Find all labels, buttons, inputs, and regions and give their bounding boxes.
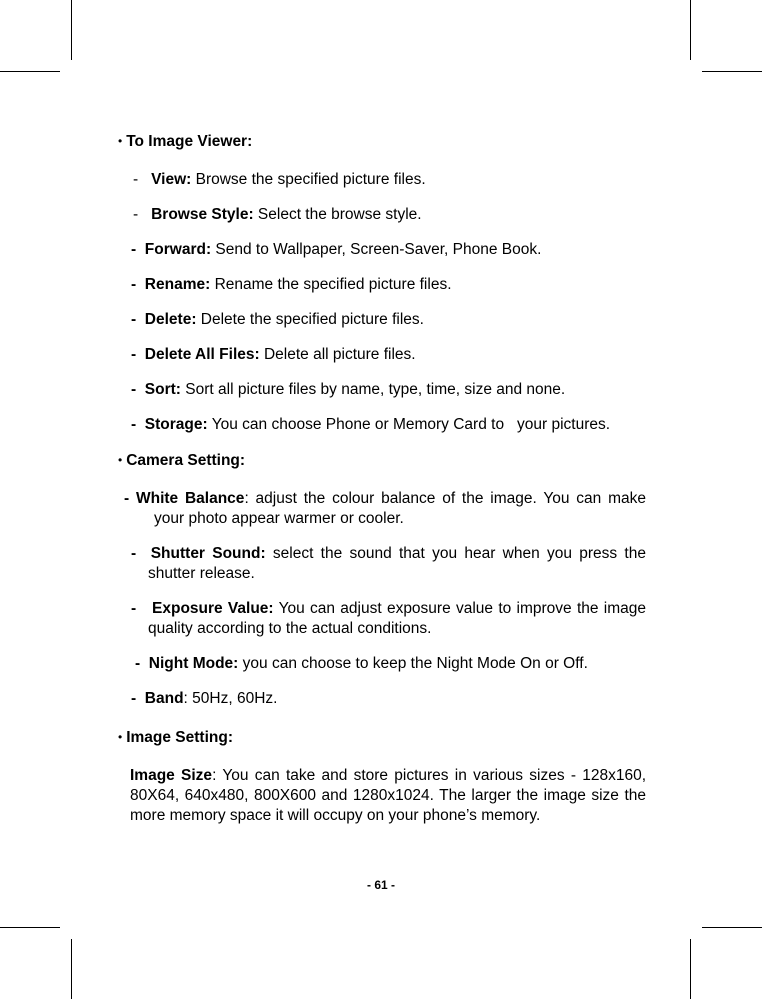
item-label: Delete All Files:: [144, 346, 260, 363]
list-item-exposure-value: - Exposure Value: You can adjust exposure value to improve the image quality according to the actual conditions.: [131, 600, 646, 637]
bullet-icon: •: [118, 730, 123, 744]
list-item-delete-all-files: - Delete All Files: Delete all picture files.: [131, 346, 416, 363]
item-label: Delete:: [144, 311, 197, 328]
crop-mark-bottom-left-vertical: [71, 939, 72, 999]
page-number: - 61 -: [366, 878, 395, 892]
item-text: Rename the specified picture files.: [210, 276, 452, 293]
crop-mark-bottom-left-horizontal: [0, 927, 60, 928]
crop-mark-top-left-horizontal: [0, 71, 60, 72]
item-label: View:: [151, 171, 192, 188]
item-label: Browse Style:: [151, 206, 254, 223]
list-item-view: - View: Browse the specified picture files.: [133, 171, 426, 188]
item-text: : adjust the colour balance of the image. You can make your photo appear warmer or cooler.: [154, 490, 646, 527]
page-content: [118, 131, 646, 826]
section-heading-image-viewer: [118, 131, 646, 152]
item-text: : 50Hz, 60Hz.: [183, 690, 278, 707]
item-text: Delete all picture files.: [259, 346, 416, 363]
item-text: You can adjust exposure value to improve the image quality according to the actual conditions.: [148, 600, 646, 637]
item-label: Storage:: [144, 416, 208, 433]
crop-mark-bottom-right-vertical: [690, 939, 691, 999]
section-title: Image Setting:: [126, 729, 233, 746]
item-label: Rename:: [144, 276, 211, 293]
list-item-rename: - Rename: Rename the specified picture files.: [131, 276, 452, 293]
item-label: White Balance: [135, 490, 245, 507]
item-text: You can choose Phone or Memory Card to your pictures.: [207, 416, 611, 433]
item-label: Night Mode:: [148, 655, 239, 672]
item-label: Image Size: [130, 767, 213, 784]
item-text: Send to Wallpaper, Screen-Saver, Phone Book.: [211, 241, 542, 258]
list-item-night-mode: - Night Mode: you can choose to keep the Night Mode On or Off.: [135, 655, 588, 672]
item-text: : You can take and store pictures in various sizes - 128x160, 80X64, 640x480, 800X600 and 1280x1024. The larger the image size the more memory space it will occupy on your phone’s memory.: [130, 767, 647, 824]
list-item-storage: - Storage: You can choose Phone or Memory Card to your pictures.: [131, 416, 611, 433]
list-item-sort: - Sort: Sort all picture files by name, type, time, size and none.: [131, 381, 566, 398]
list-item-delete: - Delete: Delete the specified picture files.: [131, 311, 424, 328]
item-label: Shutter Sound:: [150, 545, 266, 562]
crop-mark-bottom-right-horizontal: [702, 927, 762, 928]
section-heading-camera-setting: [118, 450, 646, 471]
item-text: Browse the specified picture files.: [191, 171, 426, 188]
item-label: Exposure Value:: [152, 600, 274, 617]
item-text: Select the browse style.: [253, 206, 422, 223]
item-label: Forward:: [144, 241, 212, 258]
crop-mark-top-right-vertical: [690, 0, 691, 60]
item-label: Band: [144, 690, 184, 707]
item-text: select the sound that you hear when you press the shutter release.: [148, 545, 646, 582]
list-item-band: - Band: 50Hz, 60Hz.: [131, 690, 278, 707]
item-text: you can choose to keep the Night Mode On or Off.: [238, 655, 588, 672]
list-item-white-balance: - White Balance: adjust the colour balance of the image. You can make your photo appear warmer or cooler.: [124, 490, 646, 527]
section-title: Camera Setting:: [126, 452, 246, 469]
bullet-icon: •: [118, 453, 123, 467]
list-item-browse-style: - Browse Style: Select the browse style.: [133, 206, 422, 223]
list-item-forward: - Forward: Send to Wallpaper, Screen-Saver, Phone Book.: [131, 241, 542, 258]
item-text: Sort all picture files by name, type, time, size and none.: [180, 381, 566, 398]
section-title: To Image Viewer:: [126, 133, 253, 150]
crop-mark-top-left-vertical: [71, 0, 72, 60]
list-item-shutter-sound: - Shutter Sound: select the sound that you hear when you press the shutter release.: [131, 545, 646, 582]
paragraph-image-size: [118, 766, 646, 826]
bullet-icon: •: [118, 134, 123, 148]
item-label: Sort:: [144, 381, 181, 398]
item-text: Delete the specified picture files.: [196, 311, 424, 328]
crop-mark-top-right-horizontal: [702, 71, 762, 72]
section-heading-image-setting: [118, 727, 646, 748]
